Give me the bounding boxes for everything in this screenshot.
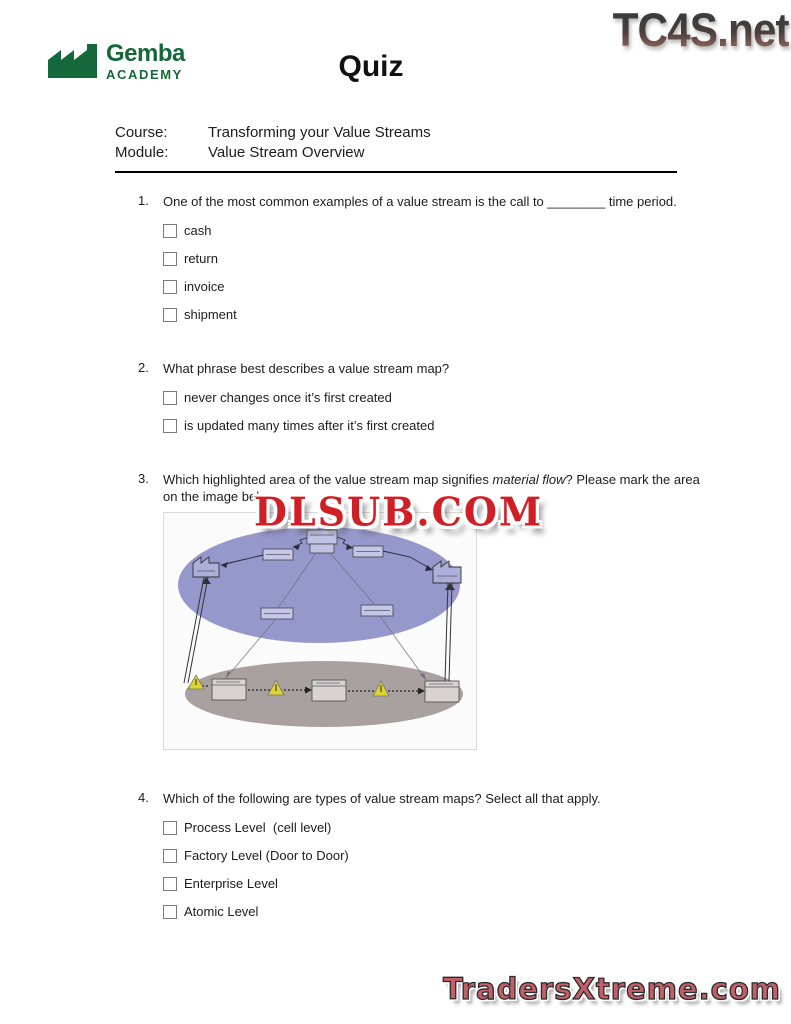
question-text-italic: material flow (492, 472, 566, 487)
option-row (163, 391, 713, 404)
option-checkbox[interactable] (163, 391, 177, 405)
question-1 (138, 193, 713, 336)
customer-factory-icon (433, 561, 461, 583)
option-row (163, 280, 713, 293)
option-row (163, 419, 713, 432)
option-checkbox[interactable] (163, 905, 177, 919)
logo-subname: ACADEMY (106, 67, 183, 82)
module-value: Value Stream Overview (208, 144, 365, 161)
option-checkbox[interactable] (163, 419, 177, 433)
option-row (163, 224, 713, 237)
question-number: 2. (138, 360, 149, 375)
option-label: cash (184, 223, 212, 238)
course-info-block (115, 124, 677, 173)
option-checkbox[interactable] (163, 308, 177, 322)
question-number: 3. (138, 471, 149, 486)
info-label-box-right (353, 546, 383, 557)
process-box-2 (312, 680, 346, 701)
option-checkbox[interactable] (163, 877, 177, 891)
question-number: 1. (138, 193, 149, 208)
question-text: What phrase best describes a value stream map? (163, 361, 450, 376)
question-text: One of the most common examples of a value stream is the call to ________ time period. (163, 194, 677, 209)
option-checkbox[interactable] (163, 224, 177, 238)
question-text: Which of the following are types of value stream maps? Select all that apply. (163, 791, 601, 806)
option-row (163, 308, 713, 321)
schedule-box-right (361, 605, 393, 616)
question-text-pre: Which highlighted area of the value stream map signifies (163, 472, 493, 487)
module-label: Module: (115, 144, 169, 161)
option-label: Atomic Level (184, 904, 259, 919)
option-label: is updated many times after it’s first created (184, 418, 435, 433)
option-label: Factory Level (Door to Door) (184, 848, 349, 863)
option-label: invoice (184, 279, 225, 294)
option-row (163, 849, 713, 862)
course-label: Course: (115, 124, 168, 141)
option-checkbox[interactable] (163, 252, 177, 266)
course-value: Transforming your Value Streams (208, 124, 431, 141)
option-label: Enterprise Level (184, 876, 278, 891)
watermark-tradersxtreme: TradersXtreme.com (443, 972, 781, 1006)
option-row (163, 821, 713, 834)
process-box-3 (425, 681, 459, 702)
option-row (163, 252, 713, 265)
option-row (163, 905, 713, 918)
page-title: Quiz (338, 50, 404, 83)
option-label: never changes once it’s first created (184, 390, 392, 405)
watermark-dlsub: DLSUB.COM (254, 488, 544, 535)
process-box-1 (212, 679, 246, 700)
option-label: return (184, 251, 218, 266)
schedule-box-left (261, 608, 293, 619)
value-stream-map-svg[interactable] (164, 513, 476, 749)
question-number: 4. (138, 790, 149, 805)
question-text-post: ? Please mark the area on the image below. (163, 472, 700, 504)
question-2 (138, 360, 713, 447)
watermark-tc4s: TC4S.net (612, 3, 789, 56)
option-label: shipment (184, 307, 237, 322)
info-label-box-left (263, 549, 293, 560)
option-checkbox[interactable] (163, 821, 177, 835)
option-checkbox[interactable] (163, 280, 177, 294)
option-row (163, 877, 713, 890)
option-label: Process Level (cell level) (184, 820, 332, 835)
question-4 (138, 790, 713, 933)
value-stream-map-image[interactable] (163, 512, 477, 750)
logo-name: Gemba (106, 40, 185, 67)
option-checkbox[interactable] (163, 849, 177, 863)
